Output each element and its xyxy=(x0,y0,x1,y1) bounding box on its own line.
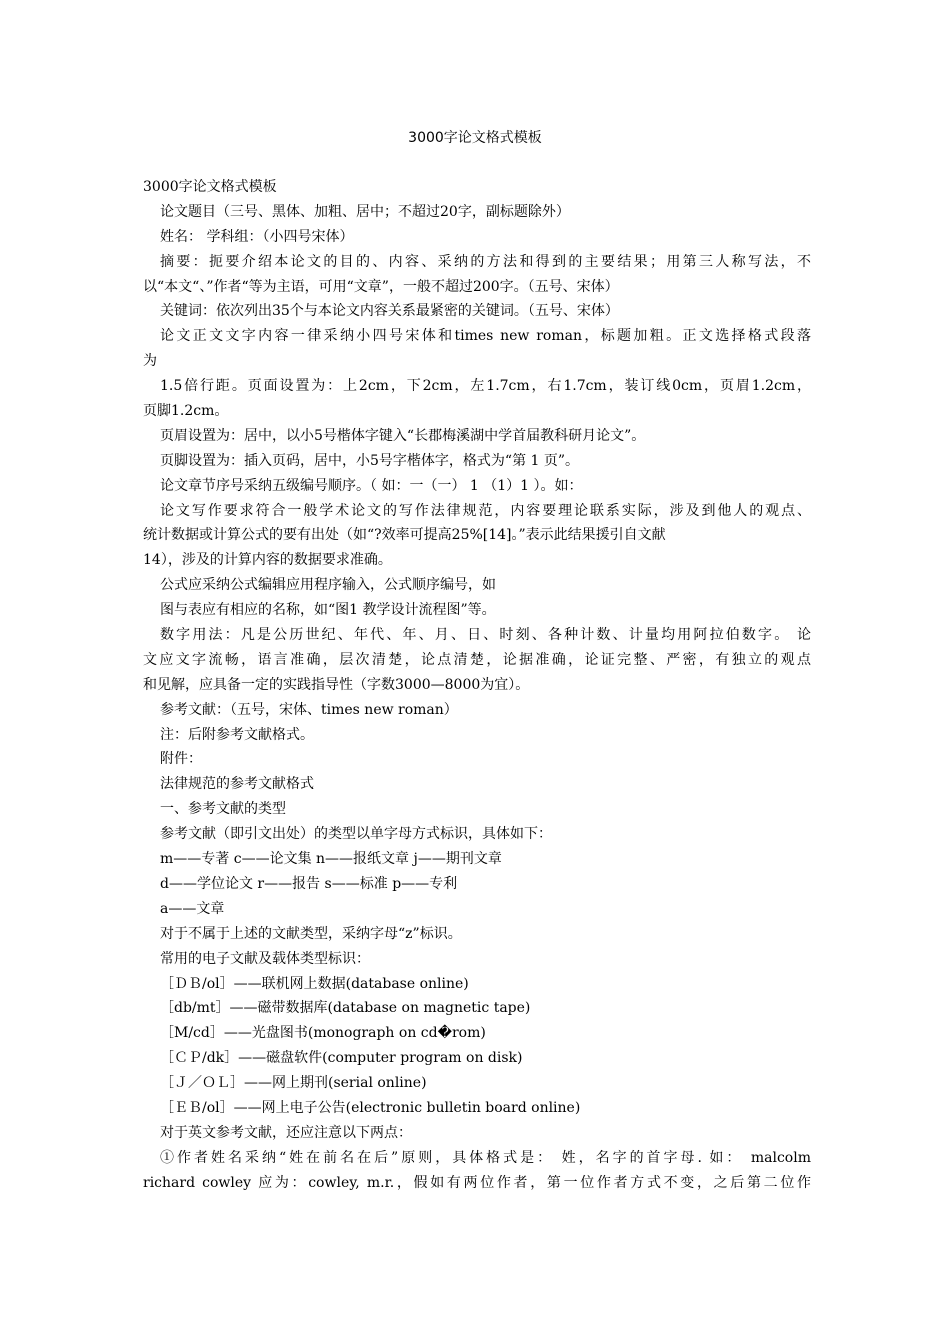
text-line: ［ＤＢ/ol］——联机网上数据(database online) xyxy=(160,975,469,992)
text-line: richard cowley 应为：cowley, m.r.，假如有两位作者，第一位作者方式不变，之后第二位作 xyxy=(143,1174,811,1191)
text-line: 公式应采纳公式编辑应用程序输入，公式顺序编号，如 xyxy=(160,577,496,594)
text-line: 论文章节序号采纳五级编号顺序。（ 如：一（一） 1 （1）1 ）。如： xyxy=(160,477,583,494)
text-line: 参考文献（即引文出处）的类型以单字母方式标识，具体如下： xyxy=(160,826,552,843)
text-line: 姓名： 学科组：（小四号宋体） xyxy=(160,228,354,245)
text-line: ①作者姓名采纳“姓在前名在后”原则，具体格式是： 姓，名字的首字母. 如： malcolm xyxy=(160,1149,811,1166)
text-line: 附件： xyxy=(160,751,202,768)
text-line: m——专著 c——论文集 n——报纸文章 j——期刊文章 xyxy=(160,851,502,868)
text-line: 一、参考文献的类型 xyxy=(160,801,286,818)
text-line: 页眉设置为：居中，以小5号楷体字键入“长郡梅溪湖中学首届教科研月论文”。 xyxy=(160,427,646,444)
text-line: 数字用法：凡是公历世纪、年代、年、月、日、时刻、各种计数、计量均用阿拉伯数字。 论 xyxy=(160,627,811,644)
text-line: ［Ｊ／ＯＬ］——网上期刊(serial online) xyxy=(160,1075,427,1092)
text-line: 1.5倍行距。页面设置为：上2cm，下2cm，左1.7cm，右1.7cm，装订线0cm，页眉1.2cm， xyxy=(160,378,811,395)
text-line: 14），涉及的计算内容的数据要求准确。 xyxy=(143,552,392,569)
text-line: 和见解，应具备一定的实践指导性（字数3000—8000为宜）。 xyxy=(143,676,530,693)
text-line: 注：后附参考文献格式。 xyxy=(160,726,314,743)
text-line: 论文题目（三号、黑体、加粗、居中；不超过20字，副标题除外） xyxy=(160,203,570,220)
text-line: 论文写作要求符合一般学术论文的写作法律规范，内容要理论联系实际，涉及到他人的观点、 xyxy=(160,502,811,519)
text-line: 关键词：依次列出35个与本论文内容关系最紧密的关键词。（五号、宋体） xyxy=(160,303,619,320)
text-line: 论文正文文字内容一律采纳小四号宋体和times new roman，标题加粗。正文选择格式段落 xyxy=(160,328,811,345)
text-line: 摘要：扼要介绍本论文的目的、内容、采纳的方法和得到的主要结果；用第三人称写法，不 xyxy=(160,253,811,270)
text-line: 对于英文参考文献，还应注意以下两点： xyxy=(160,1124,412,1141)
document-body xyxy=(143,175,811,1196)
text-line: ［M/cd］——光盘图书(monograph on cd�rom) xyxy=(160,1025,486,1042)
text-line: 常用的电子文献及载体类型标识： xyxy=(160,950,370,967)
text-line: 文应文字流畅，语言准确，层次清楚，论点清楚，论据准确，论证完整、严密，有独立的观点 xyxy=(143,651,811,668)
text-line: 页脚设置为：插入页码，居中，小5号字楷体字，格式为“第 1 页”。 xyxy=(160,452,580,469)
text-line: 页脚1.2cm。 xyxy=(143,403,229,420)
text-line: 为 xyxy=(143,353,157,370)
text-line: ［ＥＢ/ol］——网上电子公告(electronic bulletin board online) xyxy=(160,1099,581,1116)
text-line: 统计数据或计算公式的要有出处（如“?效率可提高25%[14]。”表示此结果援引自文献 xyxy=(143,527,666,544)
text-line: 对于不属于上述的文献类型，采纳字母“z”标识。 xyxy=(160,925,462,942)
text-line: 法律规范的参考文献格式 xyxy=(160,776,314,793)
text-line: d——学位论文 r——报告 s——标准 p——专利 xyxy=(160,875,458,892)
text-line: ［ＣＰ/dk］——磁盘软件(computer program on disk) xyxy=(160,1050,523,1067)
text-line: ［db/mt］——磁带数据库(database on magnetic tape) xyxy=(160,1000,531,1017)
text-line: 参考文献：（五号，宋体、times new roman） xyxy=(160,701,458,718)
text-line: a——文章 xyxy=(160,900,225,917)
text-line: 3000字论文格式模板 xyxy=(143,179,277,195)
document-title: 3000字论文格式模板 xyxy=(408,130,542,146)
text-line: 图与表应有相应的名称，如“图1 教学设计流程图”等。 xyxy=(160,602,496,619)
text-line: 以“本文“、”作者“等为主语，可用“文章”，一般不超过200字。（五号、宋体） xyxy=(143,278,619,295)
